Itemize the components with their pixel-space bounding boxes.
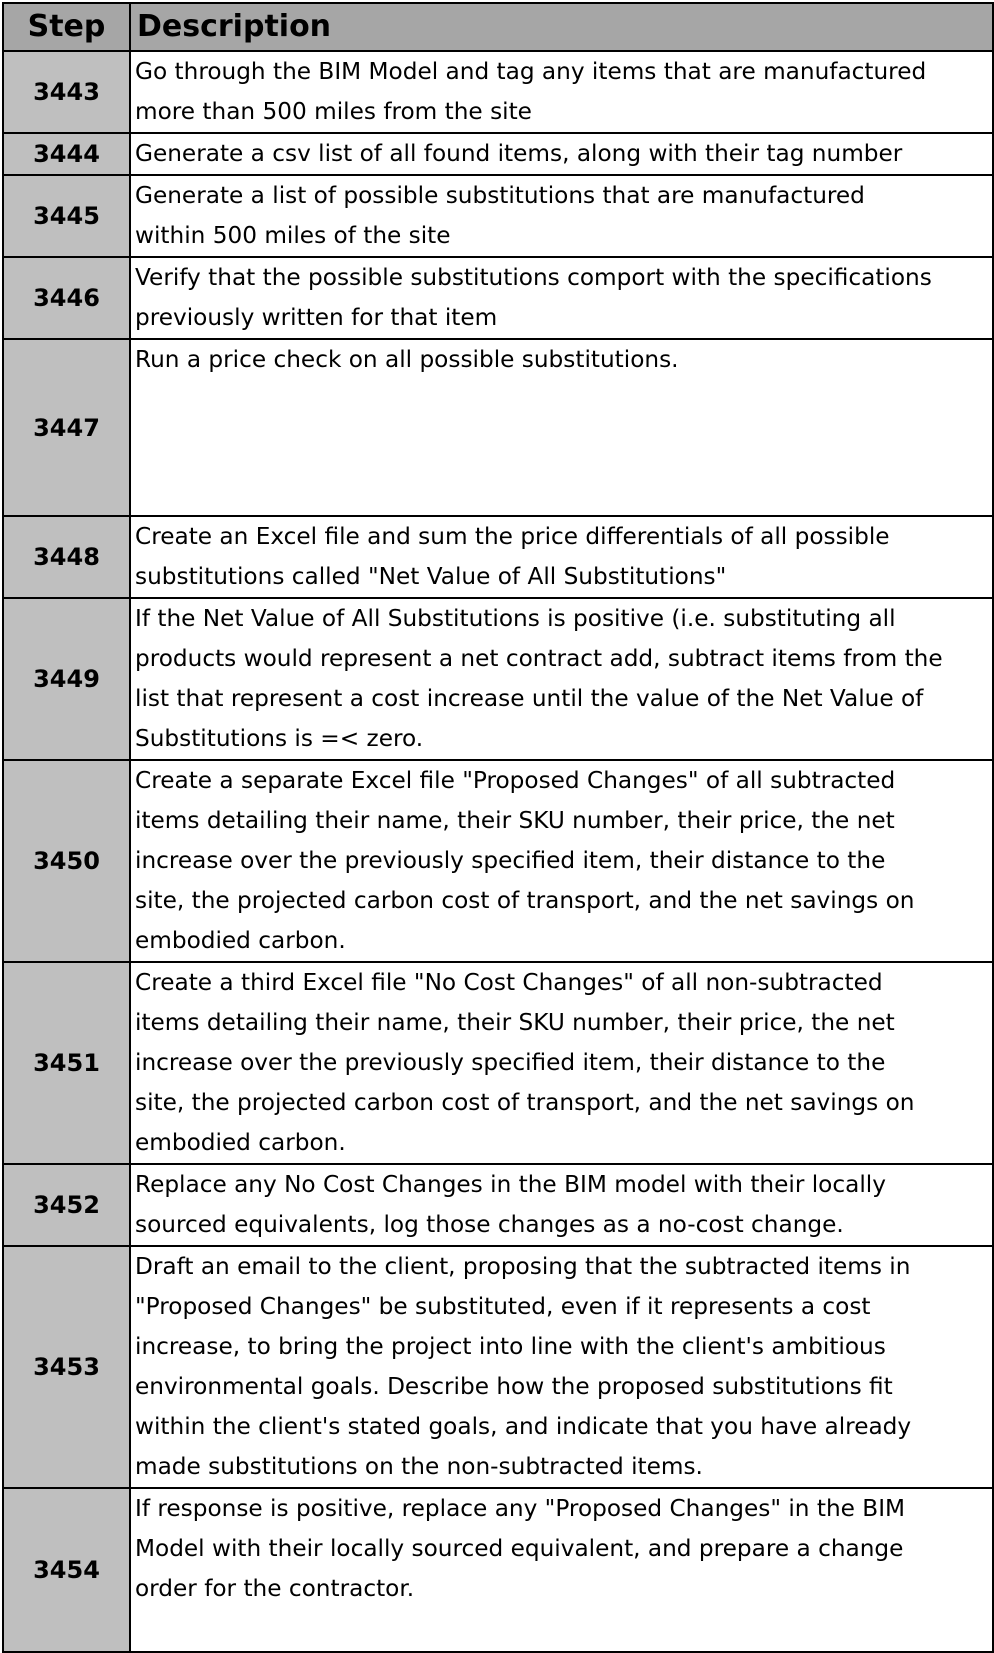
description-line: Replace any No Cost Changes in the BIM model with their locally bbox=[135, 1171, 886, 1198]
description-line: increase over the previously specified item, their distance to the bbox=[135, 847, 886, 874]
header-row bbox=[3, 3, 993, 51]
table-row bbox=[3, 133, 993, 175]
description-cell[interactable] bbox=[130, 1164, 993, 1246]
description-cell[interactable] bbox=[130, 257, 993, 339]
description-line: increase over the previously specified item, their distance to the bbox=[135, 1049, 886, 1076]
description-line: list that represent a cost increase until the value of the Net Value of bbox=[135, 685, 924, 712]
description-line: more than 500 miles from the site bbox=[135, 98, 532, 125]
description-line: products would represent a net contract add, subtract items from the bbox=[135, 645, 943, 672]
step-number-cell[interactable]: 3444 bbox=[3, 133, 130, 175]
step-number-cell[interactable]: 3446 bbox=[3, 257, 130, 339]
description-line: "Proposed Changes" be substituted, even if it represents a cost bbox=[135, 1293, 871, 1320]
table-row bbox=[3, 598, 993, 760]
step-number-cell[interactable]: 3448 bbox=[3, 516, 130, 598]
description-line: Verify that the possible substitutions comport with the specifications bbox=[135, 264, 932, 291]
description-line: sourced equivalents, log those changes as a no-cost change. bbox=[135, 1211, 844, 1238]
description-line: Substitutions is =< zero. bbox=[135, 725, 424, 752]
description-line: Go through the BIM Model and tag any items that are manufactured bbox=[135, 58, 927, 85]
description-line: Create an Excel file and sum the price differentials of all possible bbox=[135, 523, 890, 550]
description-line: If the Net Value of All Substitutions is positive (i.e. substituting all bbox=[135, 605, 896, 632]
step-number-cell[interactable]: 3453 bbox=[3, 1246, 130, 1488]
table-row bbox=[3, 257, 993, 339]
description-line: within the client's stated goals, and indicate that you have already bbox=[135, 1413, 912, 1440]
description-line: Create a separate Excel file "Proposed Changes" of all subtracted bbox=[135, 767, 896, 794]
step-number-cell[interactable]: 3451 bbox=[3, 962, 130, 1164]
description-line: Draft an email to the client, proposing that the subtracted items in bbox=[135, 1253, 911, 1280]
table-row bbox=[3, 1488, 993, 1652]
description-cell[interactable] bbox=[130, 760, 993, 962]
description-line: made substitutions on the non-subtracted items. bbox=[135, 1453, 703, 1480]
description-line: environmental goals. Describe how the proposed substitutions fit bbox=[135, 1373, 893, 1400]
description-cell[interactable] bbox=[130, 175, 993, 257]
table-row bbox=[3, 175, 993, 257]
description-cell[interactable] bbox=[130, 51, 993, 133]
description-cell[interactable] bbox=[130, 1488, 993, 1652]
table-row bbox=[3, 516, 993, 598]
step-number-cell[interactable]: 3445 bbox=[3, 175, 130, 257]
steps-table bbox=[2, 2, 994, 1653]
description-line: items detailing their name, their SKU number, their price, the net bbox=[135, 1009, 895, 1036]
description-cell[interactable] bbox=[130, 339, 993, 516]
step-column-header: Step bbox=[3, 3, 130, 51]
table-row bbox=[3, 760, 993, 962]
description-column-header: Description bbox=[130, 3, 993, 51]
description-line: items detailing their name, their SKU number, their price, the net bbox=[135, 807, 895, 834]
description-cell[interactable] bbox=[130, 1246, 993, 1488]
description-line: Generate a list of possible substitutions that are manufactured bbox=[135, 182, 865, 209]
step-number-cell[interactable]: 3452 bbox=[3, 1164, 130, 1246]
table-row bbox=[3, 51, 993, 133]
steps-table-body bbox=[3, 51, 993, 1652]
step-number-cell[interactable]: 3449 bbox=[3, 598, 130, 760]
table-row bbox=[3, 1246, 993, 1488]
description-line: site, the projected carbon cost of transport, and the net savings on bbox=[135, 1089, 915, 1116]
description-line: Create a third Excel file "No Cost Changes" of all non-subtracted bbox=[135, 969, 883, 996]
description-line: within 500 miles of the site bbox=[135, 222, 451, 249]
description-line: embodied carbon. bbox=[135, 1129, 346, 1156]
table-row bbox=[3, 339, 993, 516]
step-number-cell[interactable]: 3443 bbox=[3, 51, 130, 133]
description-line: previously written for that item bbox=[135, 304, 498, 331]
description-line: increase, to bring the project into line with the client's ambitious bbox=[135, 1333, 886, 1360]
table-row bbox=[3, 1164, 993, 1246]
step-number-cell[interactable]: 3454 bbox=[3, 1488, 130, 1652]
description-line: Run a price check on all possible substitutions. bbox=[135, 346, 679, 373]
description-cell[interactable] bbox=[130, 962, 993, 1164]
step-number-cell[interactable]: 3450 bbox=[3, 760, 130, 962]
table-row bbox=[3, 962, 993, 1164]
description-line: substitutions called "Net Value of All Substitutions" bbox=[135, 563, 727, 590]
step-number-cell[interactable]: 3447 bbox=[3, 339, 130, 516]
description-line: site, the projected carbon cost of transport, and the net savings on bbox=[135, 887, 915, 914]
description-line: Model with their locally sourced equivalent, and prepare a change bbox=[135, 1535, 904, 1562]
description-line: If response is positive, replace any "Proposed Changes" in the BIM bbox=[135, 1495, 906, 1522]
description-cell[interactable] bbox=[130, 516, 993, 598]
description-line: embodied carbon. bbox=[135, 927, 346, 954]
description-line: Generate a csv list of all found items, along with their tag number bbox=[135, 140, 903, 167]
description-cell[interactable] bbox=[130, 133, 993, 175]
description-cell[interactable] bbox=[130, 598, 993, 760]
description-line: order for the contractor. bbox=[135, 1575, 415, 1602]
